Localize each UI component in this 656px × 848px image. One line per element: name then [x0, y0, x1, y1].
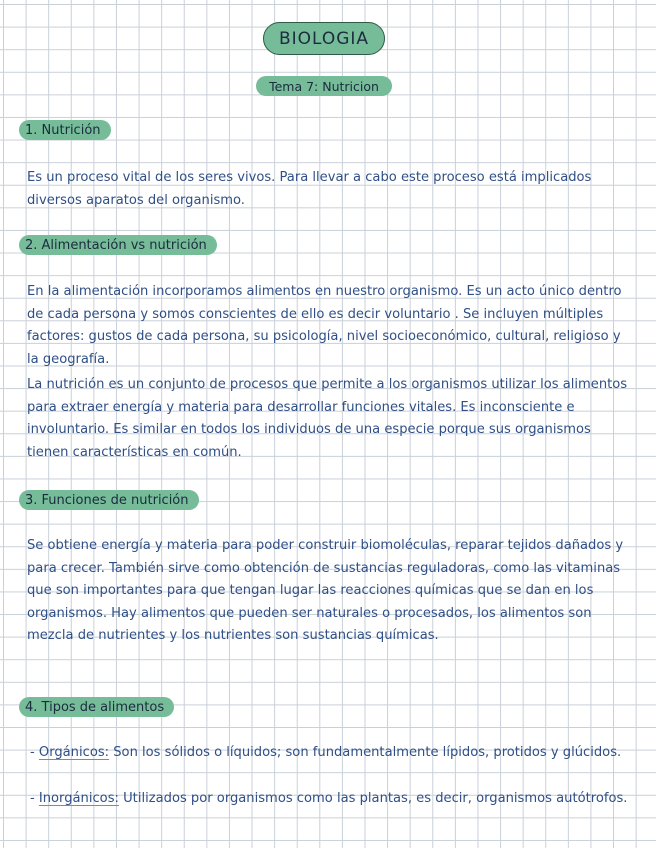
list-item [30, 788, 630, 811]
section-paragraph: Se obtiene energía y materia para poder construir biomoléculas, reparar tejidos dañados y para crecer. También sirve como obtención de sustancias reguladoras, como las vitaminas que son importantes para que tengan lugar las reacciones químicas que se dan en los organismos. Hay alimentos que pueden ser naturales o procesados, los alimentos son mezcla de nutrientes y los nutrientes son sustancias químicas. [27, 538, 624, 644]
page-title: BIOLOGIA [263, 22, 385, 55]
section-paragraph: Es un proceso vital de los seres vivos. Para llevar a cabo este proceso está implicados diversos aparatos del organismo. [27, 170, 592, 208]
list-term: Orgánicos: [38, 745, 110, 760]
section-heading-tipos-de-alimentos: 4. Tipos de alimentos [19, 697, 174, 717]
page-subtitle: Tema 7: Nutricion [256, 76, 392, 96]
section-heading-nutricion: 1. Nutrición [19, 120, 111, 140]
list-dash: - [30, 791, 39, 806]
list-text: Son los sólidos o líquidos; son fundamentalmente lípidos, protidos y glúcidos. [109, 745, 622, 760]
section-paragraph: La nutrición es un conjunto de procesos que permite a los organismos utilizar los alimentos para extraer energía y materia para desarrollar funciones vitales. Es inconsciente e involuntario. Es similar en todos los individuos de una especie porque sus organismos tienen características en común. [27, 377, 628, 460]
list-text: Utilizados por organismos como las plantas, es decir, organismos autótrofos. [118, 791, 628, 806]
section-heading-funciones-de-nutricion: 3. Funciones de nutrición [19, 490, 199, 510]
list-item [30, 742, 630, 765]
section-heading-alimentacion-vs-nutricion: 2. Alimentación vs nutrición [19, 235, 217, 255]
list-term: Inorgánicos: [38, 791, 119, 806]
list-dash: - [30, 745, 39, 760]
section-paragraph: En la alimentación incorporamos alimentos en nuestro organismo. Es un acto único dentro de cada persona y somos conscientes de ello es decir voluntario . Se incluyen múltiples factores: gustos de cada persona, su psicología, nivel socioeconómico, cultural, religioso y la geografía. [27, 284, 622, 367]
